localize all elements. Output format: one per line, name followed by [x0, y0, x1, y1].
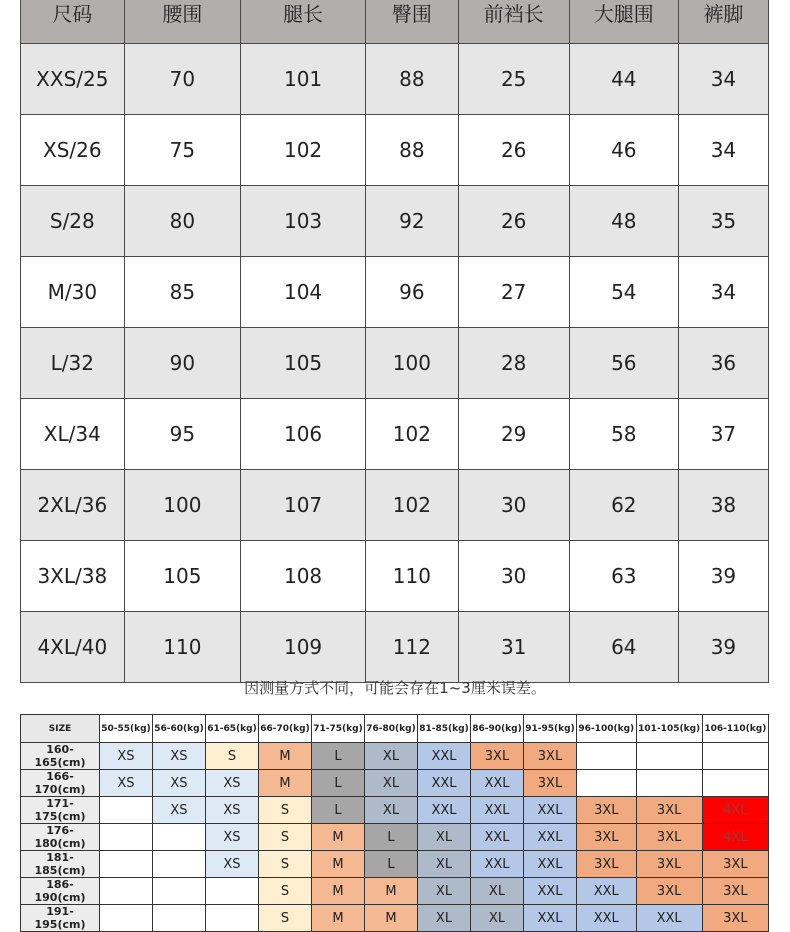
height-header-cell: 186-190(cm) — [21, 878, 100, 905]
measurement-row — [21, 399, 769, 470]
size-cell — [100, 797, 153, 824]
measurement-header-cell: 尺码 — [21, 0, 125, 44]
size-chart-row — [21, 743, 769, 770]
size-cell — [153, 824, 206, 851]
measurement-cell: 75 — [124, 115, 240, 186]
measurement-header-cell: 大腿围 — [569, 0, 678, 44]
size-cell: M — [312, 905, 365, 932]
measurement-cell: 62 — [569, 470, 678, 541]
measurement-cell: 31 — [458, 612, 569, 683]
measurement-cell: 88 — [366, 44, 459, 115]
size-cell: 3XL — [702, 878, 768, 905]
size-cell: S — [259, 905, 312, 932]
size-cell — [100, 851, 153, 878]
measurement-row — [21, 44, 769, 115]
measurement-cell: 107 — [241, 470, 366, 541]
size-cell: S — [206, 743, 259, 770]
measurement-row — [21, 328, 769, 399]
measurement-row — [21, 470, 769, 541]
measurement-cell: 64 — [569, 612, 678, 683]
weight-header-cell: 50-55(kg) — [100, 715, 153, 743]
size-cell: XL — [418, 905, 471, 932]
size-cell: 3XL — [702, 905, 768, 932]
size-cell: XS — [100, 770, 153, 797]
weight-header-cell: 86-90(kg) — [471, 715, 524, 743]
measurement-cell: 29 — [458, 399, 569, 470]
size-cell: XXL — [524, 878, 577, 905]
height-header-cell: 166-170(cm) — [21, 770, 100, 797]
size-cell: S — [259, 851, 312, 878]
height-header-cell: 191-195(cm) — [21, 905, 100, 932]
weight-header-cell: 66-70(kg) — [259, 715, 312, 743]
size-cell: XXL — [524, 824, 577, 851]
size-chart-row — [21, 797, 769, 824]
size-cell: S — [259, 824, 312, 851]
measurement-table — [20, 0, 769, 683]
size-corner-label: SIZE — [21, 715, 100, 743]
measurement-cell: XL/34 — [21, 399, 125, 470]
measurement-note: 因测量方式不同，可能会存在1~3厘米误差。 — [244, 679, 546, 697]
measurement-row — [21, 612, 769, 683]
size-cell: XXL — [471, 770, 524, 797]
size-cell — [100, 905, 153, 932]
measurement-cell: 56 — [569, 328, 678, 399]
size-cell: XS — [100, 743, 153, 770]
measurement-cell: 103 — [241, 186, 366, 257]
weight-header-cell: 81-85(kg) — [418, 715, 471, 743]
size-cell: XXL — [471, 824, 524, 851]
size-cell: XXL — [524, 851, 577, 878]
measurement-cell: 106 — [241, 399, 366, 470]
height-header-cell: 171-175(cm) — [21, 797, 100, 824]
measurement-row — [21, 541, 769, 612]
size-cell: 3XL — [577, 824, 637, 851]
size-cell: S — [259, 878, 312, 905]
height-header-cell: 181-185(cm) — [21, 851, 100, 878]
size-cell: M — [312, 878, 365, 905]
measurement-cell: 36 — [678, 328, 768, 399]
measurement-cell: 44 — [569, 44, 678, 115]
measurement-cell: 80 — [124, 186, 240, 257]
size-cell: XS — [153, 797, 206, 824]
size-cell: 3XL — [471, 743, 524, 770]
size-cell — [153, 905, 206, 932]
measurement-row — [21, 186, 769, 257]
measurement-header-cell: 腿长 — [241, 0, 366, 44]
size-cell: S — [259, 797, 312, 824]
size-cell: XS — [206, 797, 259, 824]
measurement-cell: 30 — [458, 470, 569, 541]
size-cell: 3XL — [636, 797, 702, 824]
size-cell: XXL — [524, 797, 577, 824]
measurement-cell: 46 — [569, 115, 678, 186]
size-cell — [702, 770, 768, 797]
size-cell — [100, 824, 153, 851]
measurement-cell: 39 — [678, 612, 768, 683]
size-cell: XXL — [471, 797, 524, 824]
size-recommendation-table — [20, 714, 769, 932]
measurement-cell: 88 — [366, 115, 459, 186]
measurement-cell: L/32 — [21, 328, 125, 399]
size-cell: XL — [365, 770, 418, 797]
measurement-cell: S/28 — [21, 186, 125, 257]
size-cell: M — [259, 770, 312, 797]
measurement-cell: 34 — [678, 115, 768, 186]
measurement-cell: 100 — [124, 470, 240, 541]
measurement-cell: 35 — [678, 186, 768, 257]
size-cell — [577, 770, 637, 797]
size-cell: XL — [365, 797, 418, 824]
size-chart-row — [21, 878, 769, 905]
measurement-header-cell: 腰围 — [124, 0, 240, 44]
measurement-cell: 34 — [678, 257, 768, 328]
size-cell: XS — [206, 770, 259, 797]
size-cell: XXL — [524, 905, 577, 932]
measurement-header-row — [21, 0, 769, 44]
size-cell — [577, 743, 637, 770]
measurement-cell: 92 — [366, 186, 459, 257]
measurement-cell: 100 — [366, 328, 459, 399]
measurement-cell: 104 — [241, 257, 366, 328]
measurement-cell: 38 — [678, 470, 768, 541]
size-cell: 3XL — [577, 797, 637, 824]
measurement-row — [21, 115, 769, 186]
size-cell: XS — [153, 770, 206, 797]
size-cell: 3XL — [636, 851, 702, 878]
weight-header-cell: 96-100(kg) — [577, 715, 637, 743]
measurement-cell: 3XL/38 — [21, 541, 125, 612]
measurement-cell: M/30 — [21, 257, 125, 328]
size-cell: XXL — [418, 743, 471, 770]
measurement-cell: 70 — [124, 44, 240, 115]
size-chart-row — [21, 824, 769, 851]
size-cell — [206, 878, 259, 905]
measurement-cell: 110 — [366, 541, 459, 612]
size-cell: M — [312, 824, 365, 851]
size-cell: XS — [206, 851, 259, 878]
size-cell: L — [365, 824, 418, 851]
measurement-cell: 2XL/36 — [21, 470, 125, 541]
size-chart-row — [21, 770, 769, 797]
measurement-cell: 37 — [678, 399, 768, 470]
size-cell: XS — [206, 824, 259, 851]
size-cell — [100, 878, 153, 905]
measurement-cell: 30 — [458, 541, 569, 612]
size-chart-row — [21, 905, 769, 932]
size-cell: XL — [471, 905, 524, 932]
size-cell: XS — [153, 743, 206, 770]
size-cell: L — [312, 797, 365, 824]
weight-header-cell: 76-80(kg) — [365, 715, 418, 743]
size-cell: XL — [471, 878, 524, 905]
size-cell: 3XL — [636, 878, 702, 905]
measurement-cell: 95 — [124, 399, 240, 470]
size-cell: M — [259, 743, 312, 770]
size-cell — [636, 770, 702, 797]
measurement-cell: 85 — [124, 257, 240, 328]
weight-header-cell: 56-60(kg) — [153, 715, 206, 743]
size-cell: 4XL — [702, 797, 768, 824]
measurement-cell: 39 — [678, 541, 768, 612]
measurement-cell: 58 — [569, 399, 678, 470]
height-header-cell: 176-180(cm) — [21, 824, 100, 851]
size-cell: M — [365, 905, 418, 932]
height-header-cell: 160-165(cm) — [21, 743, 100, 770]
size-cell — [153, 878, 206, 905]
measurement-cell: 63 — [569, 541, 678, 612]
size-cell: XXL — [418, 797, 471, 824]
size-cell: XL — [418, 851, 471, 878]
size-cell: 3XL — [702, 851, 768, 878]
size-chart-header-row — [21, 715, 769, 743]
size-cell — [206, 905, 259, 932]
size-cell: XXL — [577, 878, 637, 905]
weight-header-cell: 91-95(kg) — [524, 715, 577, 743]
size-cell: L — [365, 851, 418, 878]
measurement-cell: 90 — [124, 328, 240, 399]
measurement-cell: 54 — [569, 257, 678, 328]
size-cell — [636, 743, 702, 770]
measurement-cell: 112 — [366, 612, 459, 683]
measurement-cell: 34 — [678, 44, 768, 115]
size-cell: M — [312, 851, 365, 878]
measurement-cell: 105 — [241, 328, 366, 399]
measurement-cell: 25 — [458, 44, 569, 115]
measurement-cell: 28 — [458, 328, 569, 399]
size-cell — [153, 851, 206, 878]
measurement-cell: 4XL/40 — [21, 612, 125, 683]
size-cell: XXL — [577, 905, 637, 932]
size-cell: XL — [418, 878, 471, 905]
size-cell — [702, 743, 768, 770]
measurement-cell: XXS/25 — [21, 44, 125, 115]
size-cell: L — [312, 770, 365, 797]
measurement-cell: 48 — [569, 186, 678, 257]
size-chart-row — [21, 851, 769, 878]
measurement-header-cell: 前裆长 — [458, 0, 569, 44]
measurement-cell: 26 — [458, 115, 569, 186]
weight-header-cell: 106-110(kg) — [702, 715, 768, 743]
size-cell: L — [312, 743, 365, 770]
measurement-cell: 110 — [124, 612, 240, 683]
measurement-cell: 27 — [458, 257, 569, 328]
measurement-cell: 105 — [124, 541, 240, 612]
size-cell: 3XL — [636, 824, 702, 851]
size-cell: 3XL — [577, 851, 637, 878]
size-cell: XL — [365, 743, 418, 770]
size-cell: XXL — [418, 770, 471, 797]
size-cell: XL — [418, 824, 471, 851]
measurement-cell: 102 — [366, 470, 459, 541]
measurement-cell: XS/26 — [21, 115, 125, 186]
measurement-cell: 102 — [366, 399, 459, 470]
size-cell: 4XL — [702, 824, 768, 851]
measurement-cell: 109 — [241, 612, 366, 683]
size-cell: 3XL — [524, 770, 577, 797]
weight-header-cell: 71-75(kg) — [312, 715, 365, 743]
size-cell: 3XL — [524, 743, 577, 770]
measurement-header-cell: 裤脚 — [678, 0, 768, 44]
measurement-row — [21, 257, 769, 328]
measurement-cell: 26 — [458, 186, 569, 257]
weight-header-cell: 61-65(kg) — [206, 715, 259, 743]
measurement-cell: 96 — [366, 257, 459, 328]
measurement-cell: 101 — [241, 44, 366, 115]
size-cell: XXL — [471, 851, 524, 878]
weight-header-cell: 101-105(kg) — [636, 715, 702, 743]
measurement-header-cell: 臀围 — [366, 0, 459, 44]
measurement-cell: 102 — [241, 115, 366, 186]
size-cell: M — [365, 878, 418, 905]
size-cell: XXL — [636, 905, 702, 932]
measurement-cell: 108 — [241, 541, 366, 612]
